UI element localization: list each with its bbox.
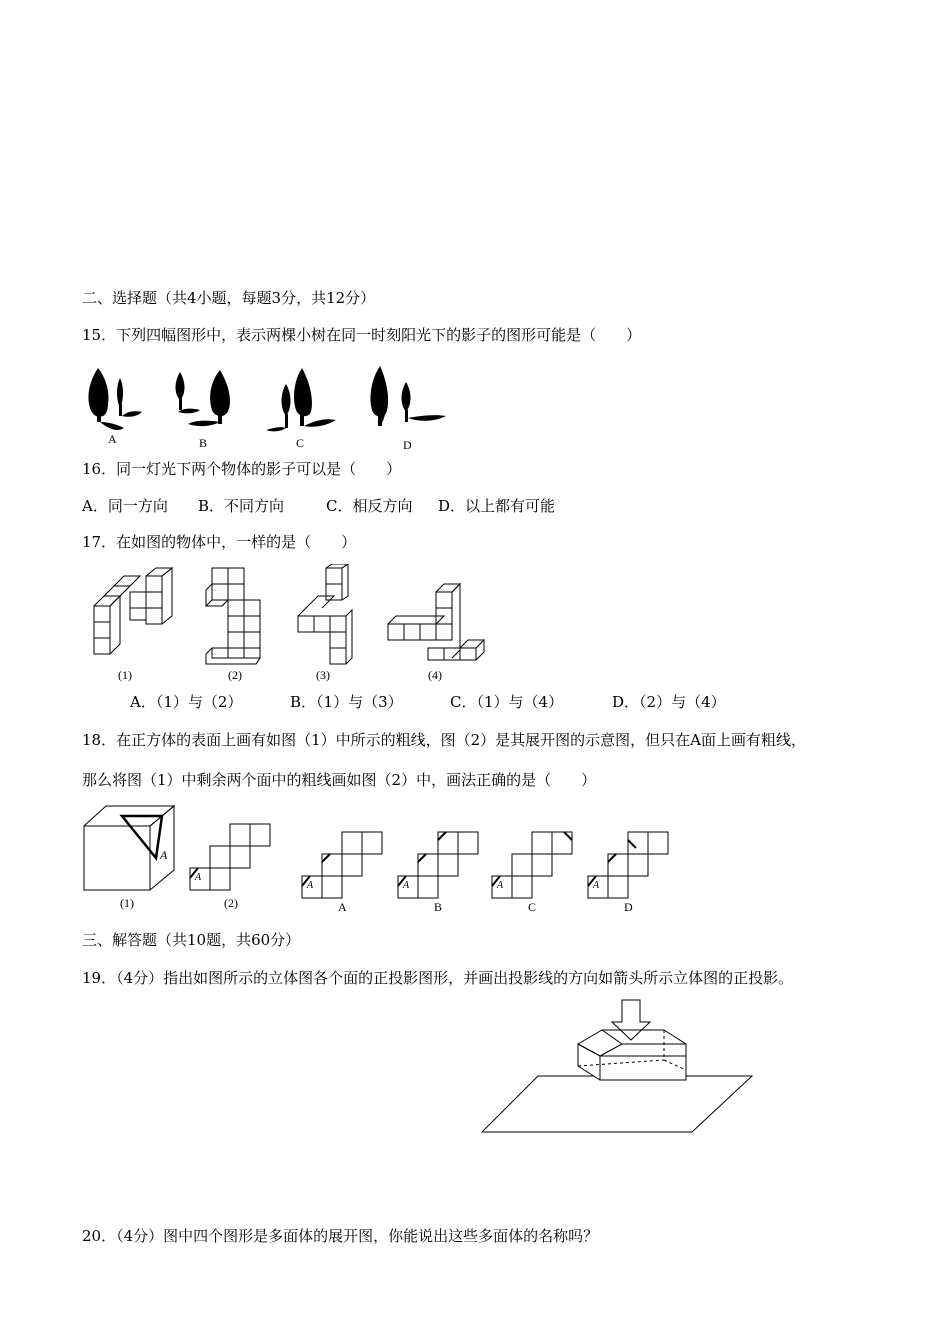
q15-label-d: D (403, 438, 412, 452)
q18-net-b (398, 832, 478, 898)
cube-figure-3 (298, 564, 352, 664)
q18-neta-face-label: A (307, 880, 314, 891)
q17-option-d: D．（2）与（4） (612, 693, 726, 711)
q18-fig-label-1: (1) (120, 896, 134, 910)
q15-figure (80, 360, 460, 455)
q17-option-a: A．（1）与（2） (130, 693, 243, 711)
q18-fig-label-c: C (528, 900, 537, 914)
section3-heading: 三、解答题（共10题，共60分） (82, 931, 301, 949)
q19-text: 19．（4分）指出如图所示的立体图各个面的正投影图形，并画出投影线的方向如箭头所示立体图的正投影。 (82, 969, 794, 987)
q18-face-label: A (160, 848, 168, 862)
q18-fig-label-a: A (338, 900, 347, 914)
tree-figure-a (88, 368, 142, 430)
q18-figure (80, 802, 680, 918)
q16-option-a: A．同一方向 (82, 497, 168, 515)
q17-fig-label-1: (1) (118, 668, 132, 682)
solid-block (578, 1030, 686, 1080)
q18-fig-label-2: (2) (224, 896, 238, 910)
projection-plane (482, 1076, 752, 1132)
cube-figure-1 (94, 568, 172, 654)
q17-figure (88, 564, 488, 684)
tree-figure-b (176, 370, 230, 426)
q17-option-c: C．（1）与（4） (450, 693, 564, 711)
section2-heading: 二、选择题（共4小题，每题3分，共12分） (82, 289, 376, 307)
q16-option-b: B．不同方向 (198, 497, 285, 515)
q15-label-a: A (108, 432, 117, 446)
q18-netd-face-label: A (593, 880, 600, 891)
tree-figure-c (266, 368, 336, 431)
down-arrow-icon (612, 1000, 650, 1040)
q17-fig-label-2: (2) (228, 668, 242, 682)
q18-text-line1: 18．在正方体的表面上画有如图（1）中所示的粗线，图（2）是其展开图的示意图，但只在A面上画有粗线， (82, 731, 807, 749)
q15-label-c: C (296, 436, 305, 450)
q16-option-d: D．以上都有可能 (438, 497, 556, 515)
q17-option-b: B．（1）与（3） (290, 693, 403, 711)
q19-figure (478, 996, 758, 1136)
q16-option-c: C．相反方向 (326, 497, 413, 515)
q18-fig-label-b: B (434, 900, 443, 914)
q17-fig-label-4: (4) (428, 668, 442, 682)
tree-figure-d (370, 366, 446, 426)
q15-text: 15．下列四幅图形中，表示两棵小树在同一时刻阳光下的影子的图形可能是（ ） (82, 326, 642, 344)
q18-net-a (302, 832, 382, 898)
q18-net-2 (190, 824, 270, 890)
q18-net2-face-label: A (195, 872, 202, 883)
q17-fig-label-3: (3) (316, 668, 330, 682)
q15-label-b: B (199, 436, 208, 450)
q18-net-d (588, 832, 668, 898)
q17-text: 17．在如图的物体中，一样的是（ ） (82, 533, 357, 551)
q20-text: 20．（4分）图中四个图形是多面体的展开图，你能说出这些多面体的名称吗？ (82, 1227, 599, 1245)
q16-text: 16．同一灯光下两个物体的影子可以是（ ） (82, 460, 402, 478)
q18-net-c (492, 832, 572, 898)
cube-figure-2 (206, 568, 260, 664)
q18-netc-face-label: A (497, 880, 504, 891)
q18-fig-label-d: D (624, 900, 633, 914)
q18-netb-face-label: A (403, 880, 410, 891)
q18-text-line2: 那么将图（1）中剩余两个面中的粗线画如图（2）中，画法正确的是（ ） (82, 771, 597, 789)
cube-figure-4 (388, 584, 484, 660)
